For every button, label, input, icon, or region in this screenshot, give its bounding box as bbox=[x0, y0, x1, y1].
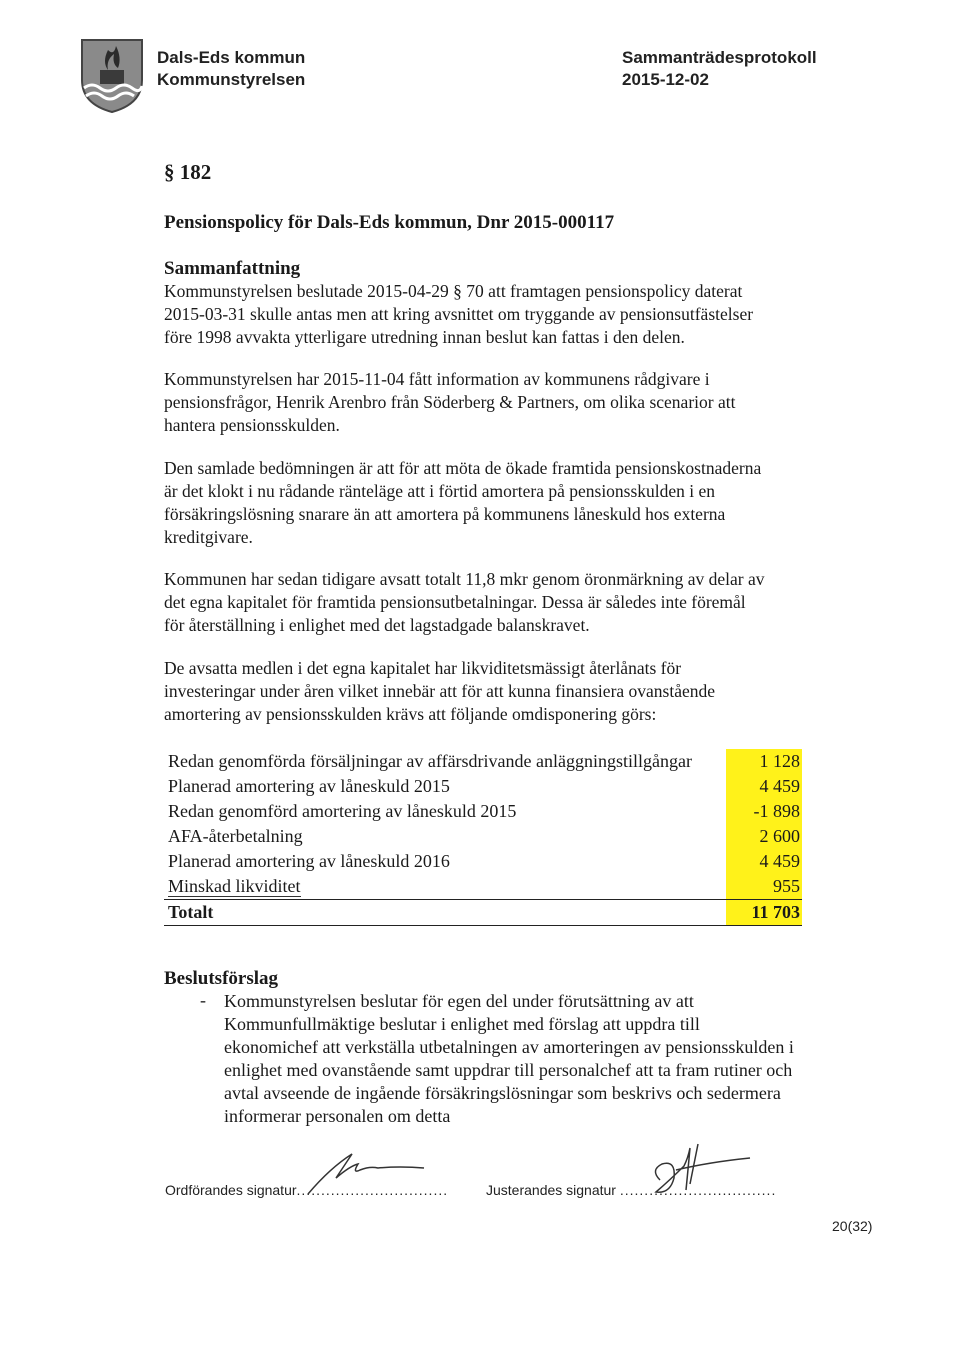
header-left bbox=[157, 47, 305, 91]
text-line: investeringar under åren vilket innebär att för att kunna finansiera ovanstående bbox=[164, 681, 716, 701]
chair-signature-label: Ordförandes signatur bbox=[165, 1182, 297, 1198]
board-name: Kommunstyrelsen bbox=[157, 70, 306, 89]
text-line: De avsatta medlen i det egna kapitalet har likviditetsmässigt återlånats för bbox=[164, 658, 682, 678]
text-line: enlighet med ovanstående samt uppdrar till personalchef att ta fram rutiner och bbox=[224, 1060, 793, 1080]
row-value: 955 bbox=[726, 874, 802, 900]
table-row bbox=[164, 774, 802, 799]
row-label: Planerad amortering av låneskuld 2016 bbox=[168, 851, 450, 871]
total-label: Totalt bbox=[164, 900, 726, 926]
paragraph-number: § 182 bbox=[164, 160, 212, 184]
chair-signature-line: ............................... bbox=[296, 1182, 449, 1198]
text-line: pensionsfrågor, Henrik Arenbro från Söderberg & Partners, om olika scenarior att bbox=[164, 392, 736, 412]
text-line: Kommunfullmäktige beslutar i enlighet med förslag att uppdra till bbox=[224, 1014, 700, 1034]
meeting-date: 2015-12-02 bbox=[622, 70, 709, 89]
text-line: före 1998 avvakta ytterligare utredning innan beslut kan fattas i den delen. bbox=[164, 327, 685, 347]
document-title: Pensionspolicy för Dals-Eds kommun, Dnr 2015-000117 bbox=[164, 212, 615, 233]
paragraph-2 bbox=[164, 368, 844, 437]
text-line: 2015-03-31 skulle antas men att kring avsnittet om tryggande av pensionsutfästelser bbox=[164, 304, 754, 324]
text-line: det egna kapitalet för framtida pensionsutbetalningar. Dessa är således inte föremål bbox=[164, 592, 746, 612]
text-line: amortering av pensionsskulden krävs att följande omdisponering görs: bbox=[164, 704, 657, 724]
row-value: 1 128 bbox=[726, 749, 802, 774]
row-value: 4 459 bbox=[726, 774, 802, 799]
text-line: för återställning i enlighet med det lagstadgade balanskravet. bbox=[164, 615, 590, 635]
row-label: Redan genomförd amortering av låneskuld 2015 bbox=[168, 801, 517, 821]
text-line: avtal avseende de ingående försäkringslösningar som beskrivs och sedermera bbox=[224, 1083, 781, 1103]
row-value: 2 600 bbox=[726, 824, 802, 849]
paragraph-4 bbox=[164, 568, 844, 637]
text-line: informerar personalen om detta bbox=[224, 1106, 451, 1126]
table-row bbox=[164, 849, 802, 874]
text-line: Kommunstyrelsen har 2015-11-04 fått information av kommunens rådgivare i bbox=[164, 369, 710, 389]
header-right bbox=[622, 47, 817, 91]
adjuster-signature-label: Justerandes signatur bbox=[486, 1182, 616, 1198]
table-row bbox=[164, 749, 802, 774]
row-label: Redan genomförda försäljningar av affärsdrivande anläggningstillgångar bbox=[168, 751, 692, 771]
total-value: 11 703 bbox=[726, 900, 802, 926]
adjuster-signature-line: ................................ bbox=[619, 1182, 777, 1198]
decision-text bbox=[224, 990, 854, 1128]
table-row bbox=[164, 824, 802, 849]
text-line: är det klokt i nu rådande ränteläge att i förtid amortera på pensionsskulden i en bbox=[164, 481, 716, 501]
text-line: Den samlade bedömningen är att för att möta de ökade framtida pensionskostnaderna bbox=[164, 458, 762, 478]
table-row bbox=[164, 799, 802, 824]
row-label: AFA-återbetalning bbox=[168, 826, 303, 846]
municipality-name: Dals-Eds kommun bbox=[157, 48, 306, 67]
table-row bbox=[164, 874, 802, 900]
amortization-table bbox=[164, 749, 802, 926]
table-total-row bbox=[164, 900, 802, 926]
page-number: 20(32) bbox=[832, 1218, 873, 1234]
row-value: 4 459 bbox=[726, 849, 802, 874]
text-line: Kommunen har sedan tidigare avsatt totalt 11,8 mkr genom öronmärkning av delar av bbox=[164, 569, 765, 589]
text-line: kreditgivare. bbox=[164, 527, 253, 547]
summary-heading: Sammanfattning bbox=[164, 258, 301, 279]
adjuster-signature-icon bbox=[640, 1140, 770, 1200]
paragraph-1 bbox=[164, 280, 844, 349]
row-label: Minskad likviditet bbox=[168, 876, 301, 896]
text-line: Kommunstyrelsen beslutar för egen del under förutsättning av att bbox=[224, 991, 694, 1011]
municipality-coat-of-arms-icon bbox=[78, 36, 146, 114]
paragraph-5 bbox=[164, 657, 844, 726]
list-dash: - bbox=[200, 990, 206, 1010]
chair-signature-icon bbox=[300, 1148, 430, 1198]
text-line: försäkringslösning snarare än att amortera på kommunens låneskuld hos externa bbox=[164, 504, 726, 524]
text-line: ekonomichef att verkställa utbetalningen av amorteringen av pensionsskulden i bbox=[224, 1037, 794, 1057]
document-type: Sammanträdesprotokoll bbox=[622, 48, 817, 67]
text-line: Kommunstyrelsen beslutade 2015-04-29 § 70 att framtagen pensionspolicy daterat bbox=[164, 281, 743, 301]
text-line: hantera pensionsskulden. bbox=[164, 415, 340, 435]
row-value: -1 898 bbox=[726, 799, 802, 824]
row-label: Planerad amortering av låneskuld 2015 bbox=[168, 776, 450, 796]
decision-heading: Beslutsförslag bbox=[164, 968, 278, 989]
paragraph-3 bbox=[164, 457, 844, 549]
